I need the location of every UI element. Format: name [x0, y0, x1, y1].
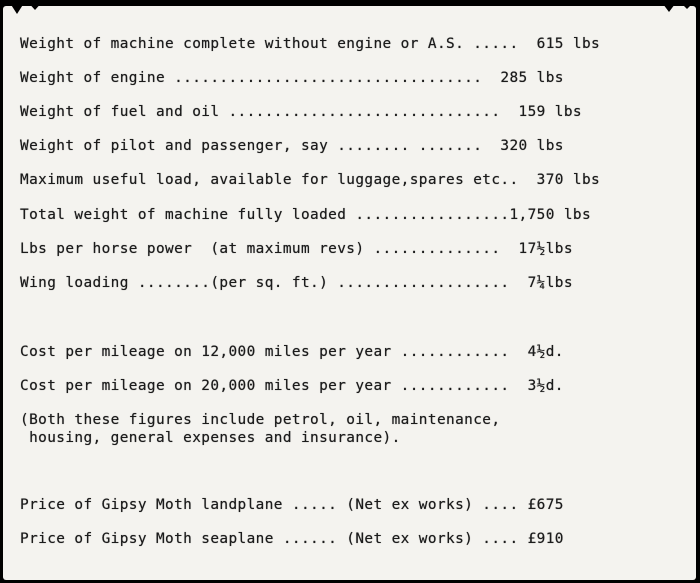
price-line-landplane: Price of Gipsy Moth landplane ..... (Net ex works) .... £675 [20, 497, 564, 513]
slide-edge-notch [660, 0, 678, 12]
price-line-seaplane: Price of Gipsy Moth seaplane ...... (Net ex works) .... £910 [20, 531, 564, 547]
slide-edge-notch [678, 0, 696, 9]
cost-line-12000-miles: Cost per mileage on 12,000 miles per year ............ 4½d. [20, 344, 564, 360]
spec-line-fuel-oil-weight: Weight of fuel and oil .............................. 159 lbs [20, 104, 582, 120]
typed-sheet [3, 6, 696, 580]
spec-line-engine-weight: Weight of engine .................................. 285 lbs [20, 70, 564, 86]
slide-edge-notch [8, 0, 26, 14]
cost-note-line-1: (Both these figures include petrol, oil, maintenance, [20, 412, 501, 428]
slide-edge-notch [26, 0, 44, 10]
spec-line-lbs-per-hp: Lbs per horse power (at maximum revs) .............. 17½lbs [20, 241, 573, 257]
spec-line-total-weight: Total weight of machine fully loaded .................1,750 lbs [20, 207, 592, 223]
cost-line-20000-miles: Cost per mileage on 20,000 miles per year ............ 3½d. [20, 378, 564, 394]
spec-line-machine-weight: Weight of machine complete without engine or A.S. ..... 615 lbs [20, 36, 601, 52]
spec-line-wing-loading: Wing loading ........(per sq. ft.) ................... 7¼lbs [20, 275, 573, 291]
cost-note-line-2: housing, general expenses and insurance). [20, 430, 401, 446]
spec-line-pilot-passenger-weight: Weight of pilot and passenger, say ........ ....... 320 lbs [20, 138, 564, 154]
spec-line-useful-load: Maximum useful load, available for luggage,spares etc.. 370 lbs [20, 172, 601, 188]
